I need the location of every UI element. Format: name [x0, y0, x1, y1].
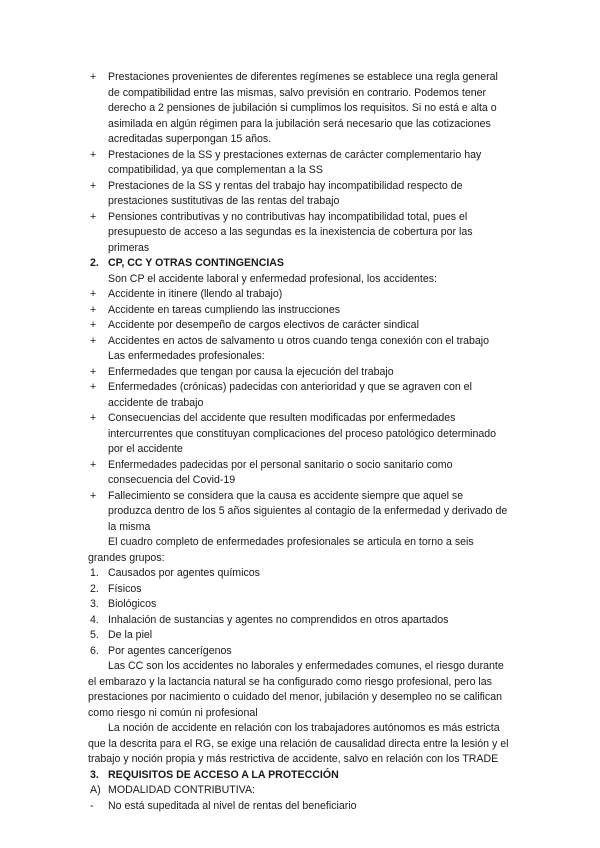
line-text: prestaciones por nacimiento o cuidado del menor, jubilación y desempleo no se califican: [88, 691, 502, 703]
bullet-text: Prestaciones de la SS y prestaciones externas de carácter complementario hay: [108, 148, 482, 161]
line-text: La noción de accidente en relación con los trabajadores autónomos es más estricta: [108, 722, 500, 734]
bullet-text: produzca dentro de los 5 años siguientes al contagio de la enfermedad y derivado de: [108, 505, 508, 517]
bullet-text: Accidente in itinere (llendo al trabajo): [108, 288, 283, 300]
item-number: 4.: [90, 613, 99, 626]
bullet-text: asimilada en algún régimen para la jubilación será necesario que las cotizaciones: [108, 117, 491, 130]
bullet-marker: +: [90, 303, 97, 316]
bullet-text: Consecuencias del accidente que resulten modificadas por enfermedades: [108, 412, 456, 424]
bullet-marker: +: [90, 458, 97, 471]
section-number: 3.: [90, 768, 99, 781]
bullet-marker: +: [90, 288, 97, 300]
bullet-text: Pensiones contributivas y no contributivas hay incompatibilidad total, pues el: [108, 210, 468, 223]
bullet-marker: -: [90, 799, 94, 812]
bullet-marker: +: [90, 71, 97, 83]
bullet-text: accidente de trabajo: [108, 396, 204, 409]
bullet-marker: +: [90, 334, 97, 347]
numbered-item-text: Causados por agentes químicos: [108, 567, 260, 579]
numbered-item-text: Biológicos: [108, 598, 157, 610]
bullet-text: Prestaciones de la SS y rentas del trabajo hay incompatibilidad respecto de: [108, 179, 463, 192]
numbered-item-text: De la piel: [108, 629, 153, 641]
section-number: 2.: [90, 257, 99, 269]
bullet-text: consecuencia del Covid-19: [108, 474, 236, 486]
bullet-marker: +: [90, 489, 97, 502]
bullet-text: Enfermedades (crónicas) padecidas con anterioridad y que se agraven con el: [108, 381, 472, 393]
bullet-text: Accidente por desempeño de cargos electivos de carácter sindical: [108, 319, 419, 331]
bullet-text: Prestaciones provenientes de diferentes regímenes se establece una regla general: [108, 71, 498, 83]
line-text: como riesgo ni común ni profesional: [88, 706, 258, 719]
section-title: CP, CC Y OTRAS CONTINGENCIAS: [108, 257, 285, 269]
item-number: 1.: [90, 567, 99, 579]
item-number: 2.: [90, 582, 99, 595]
section-title: REQUISITOS DE ACCESO A LA PROTECCIÓN: [108, 768, 339, 781]
bullet-marker: +: [90, 381, 97, 393]
bullet-text: intercurrentes que constituyan complicaciones del proceso patológico determinado: [108, 427, 497, 440]
line-text: grandes grupos:: [88, 551, 165, 564]
numbered-item-text: Inhalación de sustancias y agentes no comprendidos en otros apartados: [108, 613, 449, 626]
bullet-text: derecho a 2 pensiones de jubilación si cumplimos los requisitos. Si no está e alta o: [108, 102, 497, 114]
bullet-text: Fallecimiento se considera que la causa es accidente siempre que aquel se: [108, 489, 464, 502]
item-number: 5.: [90, 629, 99, 641]
bullet-marker: +: [90, 412, 97, 424]
subsection-title: MODALIDAD CONTRIBUTIVA:: [108, 784, 255, 796]
bullet-text: de compatibilidad entre las mismas, salvo previsión en contrario. Podemos tener: [108, 86, 487, 99]
line-text: que la descrita para el RG, se exige una relación de causalidad directa entre la lesión y el: [88, 737, 509, 750]
bullet-text: presupuesto de acceso a las segundas es la inexistencia de cobertura por las: [108, 226, 473, 238]
bullet-text: Accidente en tareas cumpliendo las instrucciones: [108, 303, 341, 316]
line-text: El cuadro completo de enfermedades profesionales se articula en torno a seis: [108, 536, 474, 548]
bullet-marker: +: [90, 179, 97, 192]
item-number: 6.: [90, 644, 99, 657]
bullet-text: prestaciones sustitutivas de las rentas del trabajo: [108, 195, 340, 207]
numbered-item-text: Físicos: [108, 582, 142, 595]
bullet-text: Enfermedades padecidas por el personal sanitario o socio sanitario como: [108, 458, 453, 471]
bullet-text: Enfermedades que tengan por causa la ejecución del trabajo: [108, 365, 394, 378]
bullet-text: por el accidente: [108, 443, 183, 455]
line-text: el embarazo y la lactancia natural se ha configurado como riesgo profesional, pero las: [88, 675, 492, 688]
bullet-text: compatibilidad, ya que complementan a la SS: [108, 164, 323, 176]
numbered-item-text: Por agentes cancerígenos: [108, 644, 232, 657]
item-number: 3.: [90, 598, 99, 610]
bullet-text: No está supeditada al nivel de rentas del beneficiario: [108, 799, 357, 812]
line-text: trabajo y noción propia y más restrictiva de accidente, salvo en relación con los TRADE: [88, 753, 499, 765]
bullet-marker: +: [90, 210, 97, 223]
bullet-text: Accidentes en actos de salvamento u otros cuando tenga conexión con el trabajo: [108, 334, 490, 347]
bullet-marker: +: [90, 319, 97, 331]
line-text: Las CC son los accidentes no laborales y enfermedades comunes, el riesgo durante: [108, 660, 504, 672]
line-text: Son CP el accidente laboral y enfermedad profesional, los accidentes:: [108, 272, 437, 285]
bullet-text: primeras: [108, 241, 150, 254]
subsection-marker: A): [90, 784, 101, 796]
bullet-text: la misma: [108, 520, 151, 533]
bullet-text: acreditadas superpongan 15 años.: [108, 133, 272, 145]
bullet-marker: +: [90, 365, 97, 378]
line-text: Las enfermedades profesionales:: [108, 350, 265, 362]
bullet-marker: +: [90, 148, 97, 161]
